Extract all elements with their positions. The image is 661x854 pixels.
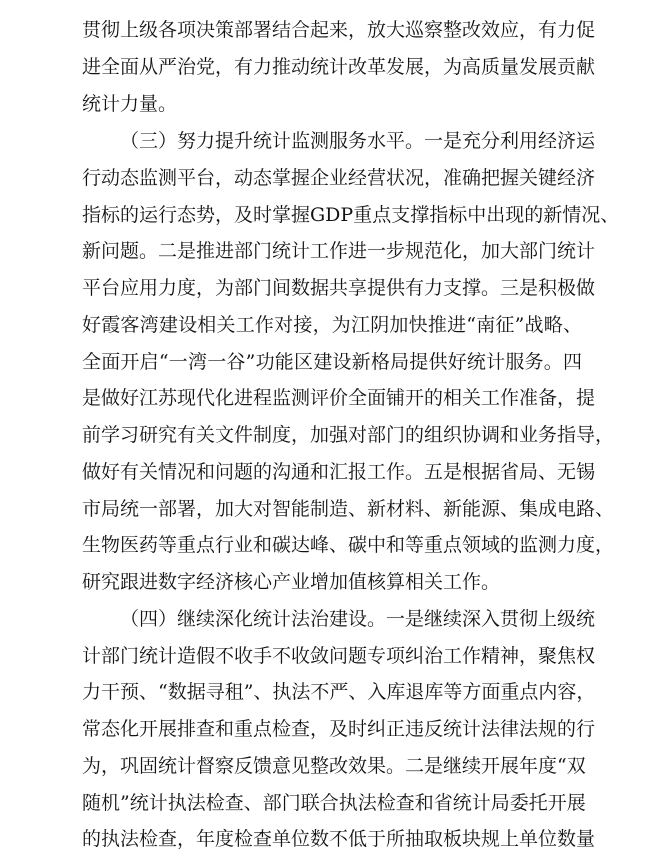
text-line-13: 做好有关情况和问题的沟通和汇报工作。五是根据省局、无锡 bbox=[82, 461, 596, 483]
text-line-9: 好霞客湾建设相关工作对接，为江阴加快推进“南征”战略、 bbox=[82, 314, 582, 336]
text-line-16: 研究跟进数字经济核心产业增加值核算相关工作。 bbox=[82, 571, 501, 593]
text-line-12: 前学习研究有关文件制度，加强对部门的组织协调和业务指导， bbox=[82, 424, 615, 446]
text-line-8: 平台应用力度，为部门间数据共享提供有力支撑。三是积极做 bbox=[82, 277, 596, 299]
section-heading-4: （四）继续深化统计法治建设。一是继续深入贯彻上级统 bbox=[120, 608, 596, 630]
text-line-3: 统计力量。 bbox=[82, 93, 178, 115]
text-line-21: 为，巩固统计督察反馈意见整改效果。二是继续开展年度“双 bbox=[82, 755, 586, 777]
text-line-1: 贯彻上级各项决策部署结合起来，放大巡察整改效应，有力促 bbox=[82, 19, 596, 41]
text-line-18: 计部门统计造假不收手不收敛问题专项纠治工作精神，聚焦权 bbox=[82, 645, 596, 667]
text-line-10: 全面开启“一湾一谷”功能区建设新格局提供好统计服务。四 bbox=[82, 351, 582, 373]
text-line-22: 随机”统计执法检查、部门联合执法检查和省统计局委托开展 bbox=[82, 792, 586, 814]
text-line-20: 常态化开展排查和重点检查，及时纠正违反统计法律法规的行 bbox=[82, 718, 596, 740]
text-line-19: 力干预、“数据寻租”、执法不严、入库退库等方面重点内容， bbox=[82, 681, 596, 703]
text-line-14: 市局统一部署，加大对智能制造、新材料、新能源、集成电路、 bbox=[82, 498, 615, 520]
text-line-2: 进全面从严治党，有力推动统计改革发展，为高质量发展贡献 bbox=[82, 56, 596, 78]
text-line-15: 生物医药等重点行业和碳达峰、碳中和等重点领域的监测力度， bbox=[82, 534, 615, 556]
text-line-11: 是做好江苏现代化进程监测评价全面铺开的相关工作准备，提 bbox=[82, 387, 596, 409]
section-heading-3: （三）努力提升统计监测服务水平。一是充分利用经济运 bbox=[120, 130, 596, 152]
text-line-23: 的执法检查，年度检查单位数不低于所抽取板块规上单位数量 bbox=[82, 828, 596, 850]
text-line-7: 新问题。二是推进部门统计工作进一步规范化，加大部门统计 bbox=[82, 240, 596, 262]
text-line-5: 行动态监测平台，动态掌握企业经营状况，准确把握关键经济 bbox=[82, 167, 596, 189]
text-line-6: 指标的运行态势，及时掌握GDP重点支撑指标中出现的新情况、 bbox=[82, 204, 620, 226]
